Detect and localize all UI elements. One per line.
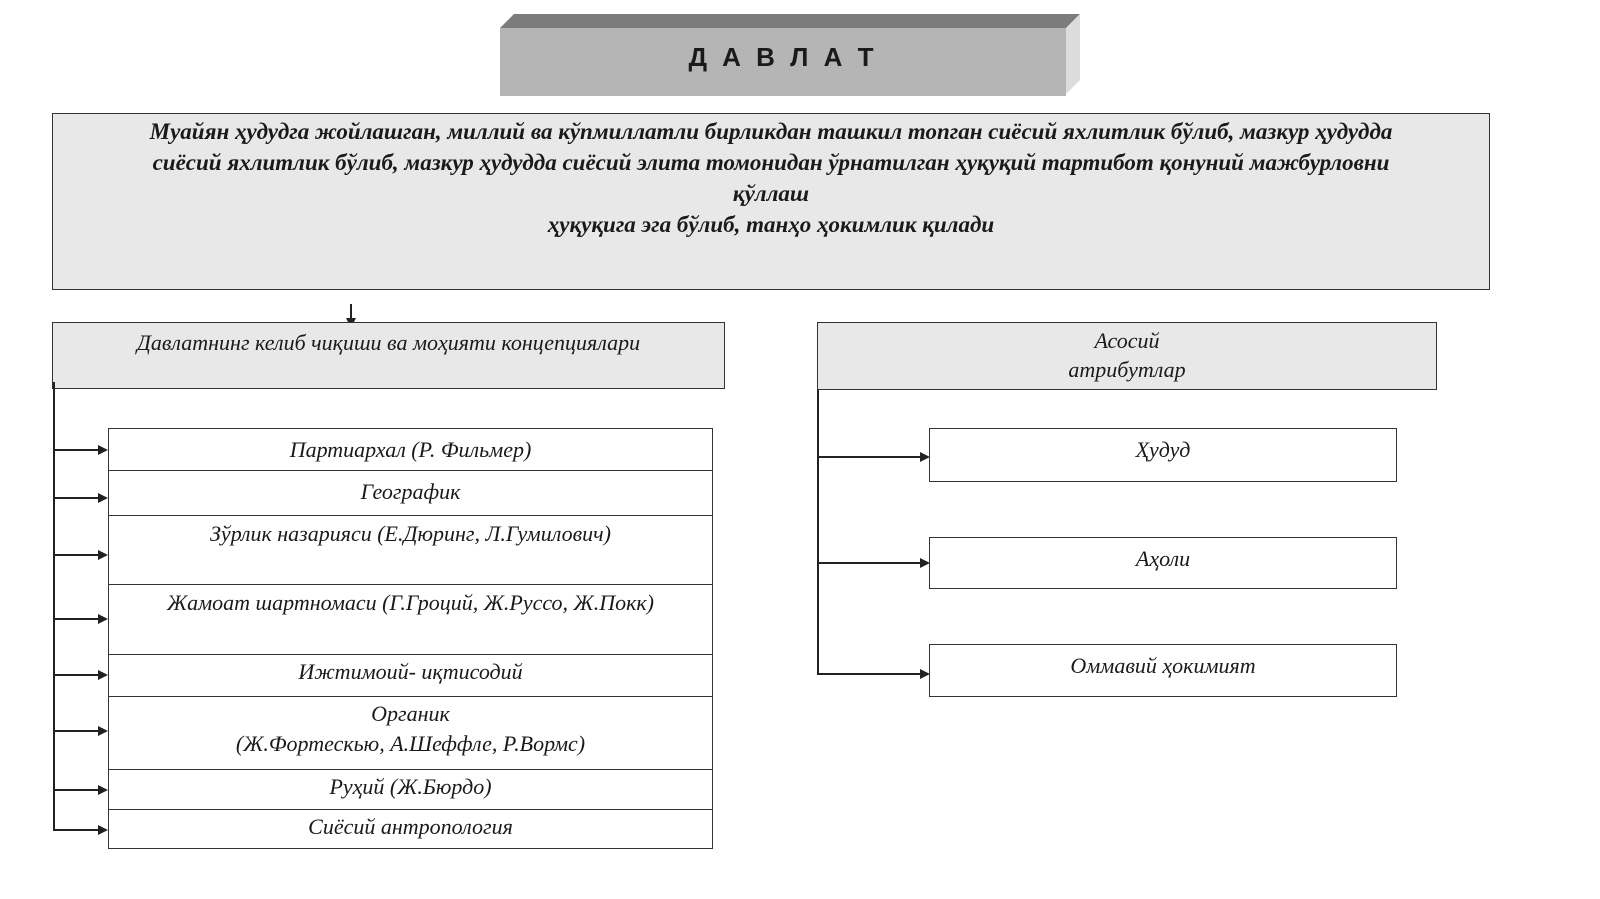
definition-box (52, 113, 1490, 290)
arrowhead-concept-6 (98, 726, 108, 736)
connector-concept-7 (53, 789, 99, 791)
connector-concept-6 (53, 730, 99, 732)
definition-line-4: ҳуқуқига эга бўлиб, танҳо ҳокимлик қилади (547, 212, 995, 237)
title-block-side-face (1066, 14, 1080, 94)
attribute-label: Ҳудуд (1135, 437, 1191, 462)
connector-concept-1 (53, 449, 99, 451)
attribute-public-authority (929, 644, 1397, 697)
definition-line-3: қўллаш (732, 181, 810, 206)
arrowhead-concept-3 (98, 550, 108, 560)
definition-line-1: Муайян ҳудудга жойлашган, миллий ва кўпмиллатли бирликдан ташкил топган сиёсий яхлитлик бўлиб, мазкур ҳудудда (149, 119, 1393, 144)
attributes-vertical-connector (817, 390, 819, 674)
title-text: Д А В Л А Т (688, 42, 878, 72)
concepts-header (52, 322, 725, 389)
attribute-population (929, 537, 1397, 589)
concept-item-label: Ижтимоий- иқтисодий (298, 659, 523, 684)
arrowhead-attribute-1 (920, 452, 930, 462)
connector-attribute-1 (817, 456, 921, 458)
arrowhead-concept-4 (98, 614, 108, 624)
connector-concept-2 (53, 497, 99, 499)
concept-item-patriarchal (108, 428, 713, 471)
arrowhead-attribute-3 (920, 669, 930, 679)
concept-item-organic (108, 696, 713, 770)
concept-item-political-anthropology (108, 809, 713, 849)
concept-item-label: Партиархал (Р. Фильмер) (289, 437, 532, 462)
connector-concept-5 (53, 674, 99, 676)
arrowhead-concept-5 (98, 670, 108, 680)
attribute-label: Аҳоли (1135, 546, 1191, 571)
concept-item-social-contract (108, 584, 713, 655)
concept-item-label: Жамоат шартномаси (Г.Гроций, Ж.Руссо, Ж.Покк) (166, 590, 655, 615)
concept-item-socio-economic (108, 654, 713, 697)
concepts-header-label: Давлатнинг келиб чиқиши ва моҳияти концепциялари (136, 330, 641, 355)
connector-concept-8 (53, 829, 99, 831)
definition-line-2: сиёсий яхлитлик бўлиб, мазкур ҳудудда сиёсий элита томонидан ўрнатилган ҳуқуқий тартибот қонуний мажбурловни (152, 150, 1390, 175)
concept-item-label: Сиёсий антропология (308, 814, 513, 839)
connector-attribute-2 (817, 562, 921, 564)
concept-item-authors: (Ж.Фортескью, А.Шеффле, Р.Вормс) (235, 731, 586, 756)
attributes-header (817, 322, 1437, 390)
arrowhead-concept-1 (98, 445, 108, 455)
concept-item-label: Зўрлик назарияси (Е.Дюринг, Л.Гумилович) (210, 521, 611, 546)
attributes-header-line-1: Асосий (1094, 328, 1160, 353)
connector-concept-3 (53, 554, 99, 556)
concept-item-psychological (108, 769, 713, 810)
title-block-top-face (500, 14, 1080, 28)
concept-item-label: Руҳий (Ж.Бюрдо) (329, 774, 492, 799)
connector-attribute-3 (817, 673, 921, 675)
attributes-header-line-2: атрибутлар (1068, 357, 1186, 382)
attribute-label: Оммавий ҳокимият (1070, 653, 1256, 678)
arrowhead-concept-7 (98, 785, 108, 795)
arrowhead-attribute-2 (920, 558, 930, 568)
connector-concept-4 (53, 618, 99, 620)
concept-item-label: Географик (360, 479, 461, 504)
arrowhead-concept-2 (98, 493, 108, 503)
concept-item-geographic (108, 470, 713, 516)
concept-item-label: Органик (371, 701, 450, 726)
attribute-territory (929, 428, 1397, 482)
arrowhead-concept-8 (98, 825, 108, 835)
concept-item-violence-theory (108, 515, 713, 585)
